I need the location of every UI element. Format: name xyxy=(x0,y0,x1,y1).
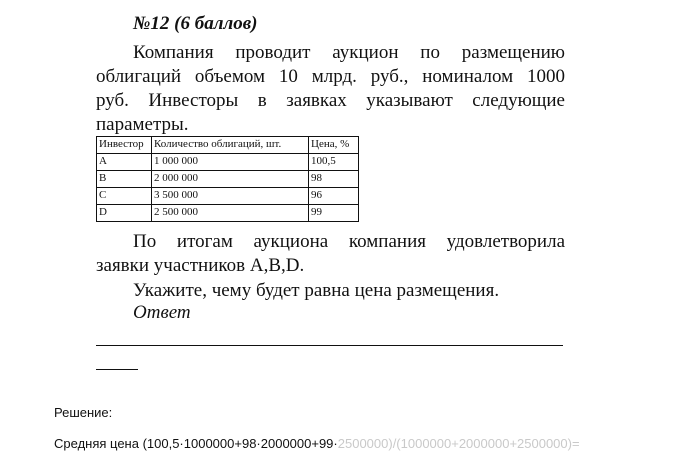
task-heading: №12 (6 баллов) xyxy=(133,13,258,34)
table-row xyxy=(97,205,359,222)
cell-price: 96 xyxy=(309,188,359,205)
cell-quantity: 2 500 000 xyxy=(152,205,309,222)
table-row xyxy=(97,188,359,205)
solution-label: Решение: xyxy=(54,405,113,420)
header-price: Цена, % xyxy=(309,137,359,154)
table-header-row xyxy=(97,137,359,154)
cell-investor: C xyxy=(97,188,152,205)
cell-investor: B xyxy=(97,171,152,188)
cell-quantity: 3 500 000 xyxy=(152,188,309,205)
task-result-line-2: заявки участников A,B,D. xyxy=(96,255,305,276)
solution-formula xyxy=(54,436,580,451)
answer-label: Ответ xyxy=(133,302,191,323)
solution-formula-faded: 2500000)/(1000000+2000000+2500000)= xyxy=(337,436,580,451)
cell-price: 100,5 xyxy=(309,154,359,171)
cell-quantity: 2 000 000 xyxy=(152,171,309,188)
bids-table xyxy=(96,136,359,222)
header-investor: Инвестор xyxy=(97,137,152,154)
table-row xyxy=(97,171,359,188)
cell-price: 98 xyxy=(309,171,359,188)
header-quantity: Количество облигаций, шт. xyxy=(152,137,309,154)
answer-line-short xyxy=(96,369,138,370)
task-question: Укажите, чему будет равна цена размещения. xyxy=(133,280,500,301)
solution-formula-visible: Средняя цена (100,5·1000000+98·2000000+99· xyxy=(54,436,338,451)
task-text-line-4: параметры. xyxy=(96,114,189,135)
cell-price: 99 xyxy=(309,205,359,222)
table-row xyxy=(97,154,359,171)
task-text-line-2: облигаций объемом 10 млрд. руб., номиналом 1000 xyxy=(96,66,565,87)
answer-line xyxy=(96,345,563,346)
task-text-line-1: Компания проводит аукцион по размещению xyxy=(133,42,565,63)
cell-investor: A xyxy=(97,154,152,171)
task-result-line-1: По итогам аукциона компания удовлетворила xyxy=(133,231,565,252)
cell-quantity: 1 000 000 xyxy=(152,154,309,171)
cell-investor: D xyxy=(97,205,152,222)
task-text-line-3: руб. Инвесторы в заявках указывают следующие xyxy=(96,90,565,111)
